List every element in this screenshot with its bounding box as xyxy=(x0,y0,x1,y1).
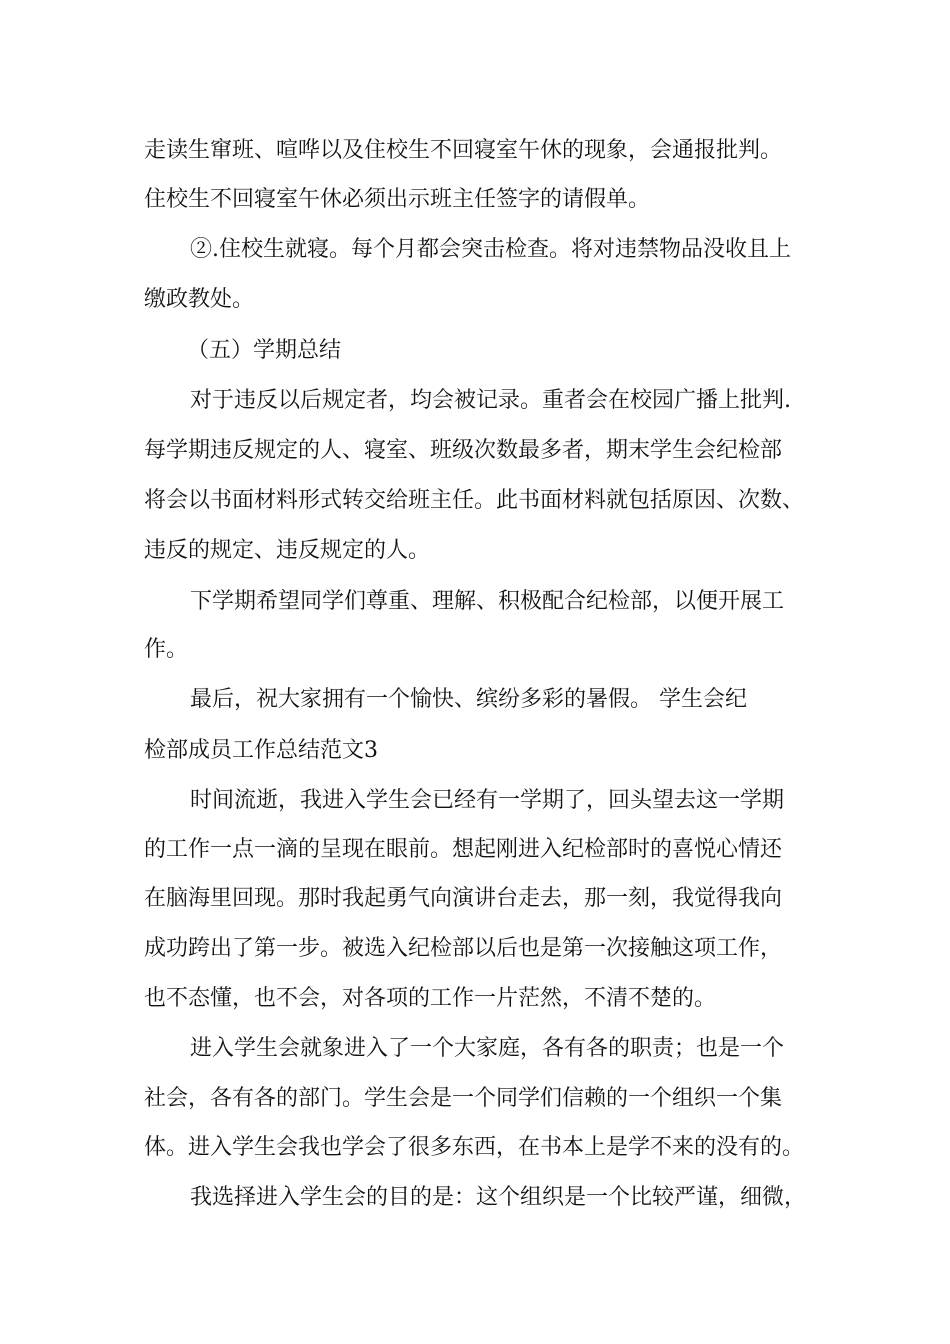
text-line: 时间流逝，我进入学生会已经有一学期了，回头望去这一学期 xyxy=(190,788,785,813)
text-line: 在脑海里回现。那时我起勇气向演讲台走去，那一刻，我觉得我向 xyxy=(144,886,783,911)
text-line: 社会，各有各的部门。学生会是一个同学们信赖的一个组织一个集 xyxy=(144,1086,783,1111)
text-line: 住校生不回寝室午休必须出示班主任签字的请假单。 xyxy=(144,187,651,212)
text-line: 对于违反以后规定者，均会被记录。重者会在校园广播上批判. xyxy=(190,388,791,413)
text-line: ②.住校生就寝。每个月都会突击检查。将对违禁物品没收且上 xyxy=(190,237,791,262)
document-subtitle: 检部成员工作总结范文3 xyxy=(144,738,378,763)
text-line: 体。进入学生会我也学会了很多东西，在书本上是学不来的没有的。 xyxy=(144,1135,805,1160)
text-line: 每学期违反规定的人、寝室、班级次数最多者，期末学生会纪检部 xyxy=(144,438,783,463)
text-line: 也不态懂，也不会，对各项的工作一片茫然，不清不楚的。 xyxy=(144,986,717,1011)
text-line: 进入学生会就象进入了一个大家庭，各有各的职责；也是一个 xyxy=(190,1036,785,1061)
text-line: 走读生窜班、喧哗以及住校生不回寝室午休的现象，会通报批判。 xyxy=(144,138,783,163)
text-line: 作。 xyxy=(144,637,189,662)
text-line: 的工作一点一滴的呈现在眼前。想起刚进入纪检部时的喜悦心情还 xyxy=(144,837,783,862)
text-line: 成功跨出了第一步。被选入纪检部以后也是第一次接触这项工作， xyxy=(144,936,783,961)
text-line: 下学期希望同学们尊重、理解、积极配合纪检部，以便开展工 xyxy=(190,589,785,614)
text-line: 缴政教处。 xyxy=(144,287,255,312)
section-heading: （五）学期总结 xyxy=(187,338,342,363)
text-line: 将会以书面材料形式转交给班主任。此书面材料就包括原因、次数、 xyxy=(144,488,805,513)
text-line: 我选择进入学生会的目的是：这个组织是一个比较严谨，细微， xyxy=(190,1185,807,1210)
text-line: 最后，祝大家拥有一个愉快、缤纷多彩的暑假。 学生会纪 xyxy=(190,687,747,712)
text-line: 违反的规定、违反规定的人。 xyxy=(144,538,431,563)
